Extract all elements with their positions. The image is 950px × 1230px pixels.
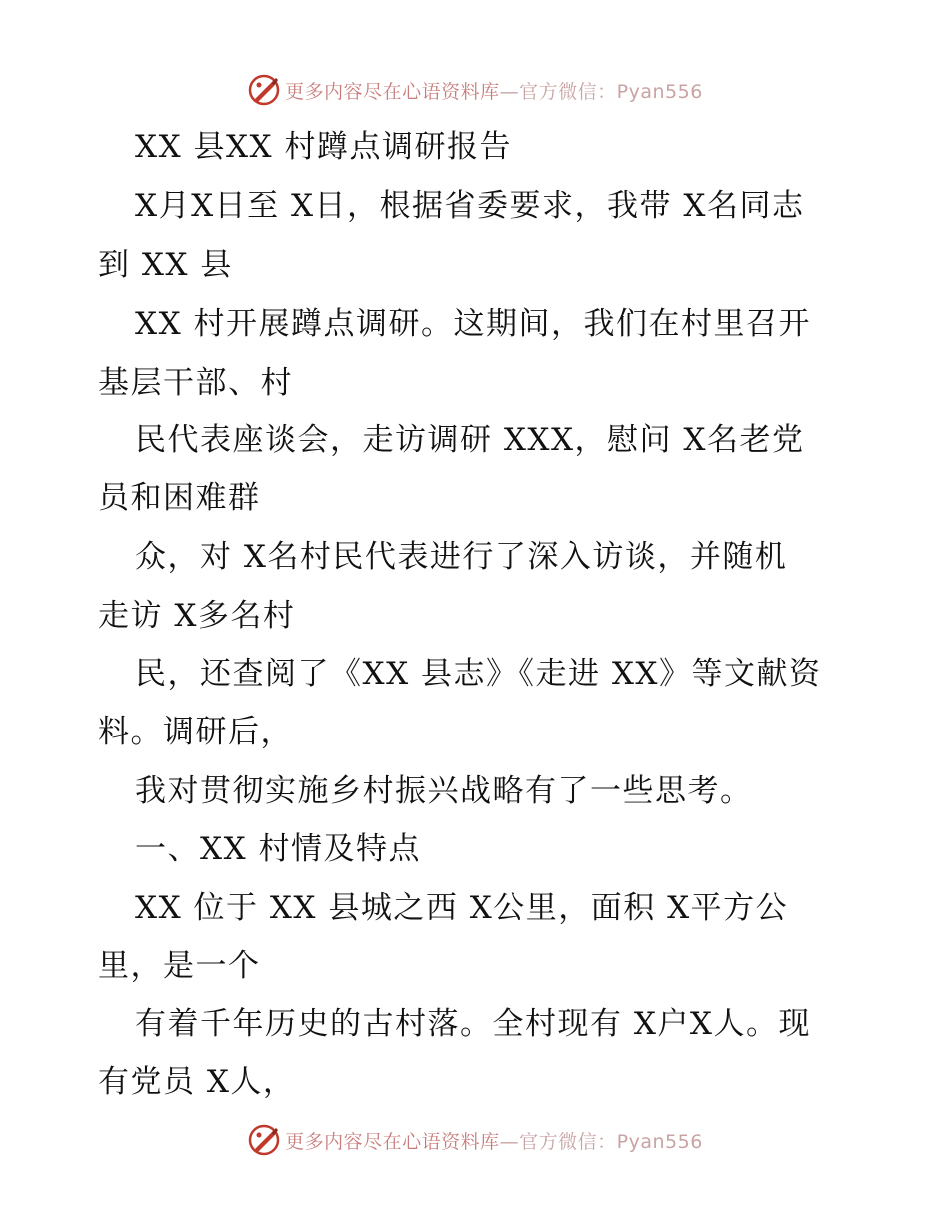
text-line: 众，对 X名村民代表进行了深入访谈，并随机 [135, 539, 788, 575]
text-line: 料。调研后， [98, 714, 293, 750]
watermark-text [285, 1127, 703, 1154]
text-line: 有党员 X人， [98, 1064, 296, 1100]
section-heading: 一、XX 村情及特点 [135, 831, 421, 867]
brand-text: 更多内容尽在心语资料库 [285, 1130, 500, 1153]
text-line: 到 XX 县 [98, 247, 233, 283]
text-line: 民，还查阅了《XX 县志》《走进 XX》等文献资 [135, 656, 822, 692]
text-line: 走访 X多名村 [98, 598, 296, 634]
text-line: 里，是一个 [98, 948, 261, 984]
contact-text: 官方微信：Pyan556 [519, 1130, 703, 1153]
text-line: 我对贯彻实施乡村振兴战略有了一些思考。 [135, 773, 753, 809]
separator: — [499, 1130, 520, 1153]
contact-text: 官方微信：Pyan556 [519, 80, 703, 103]
pen-quill-logo [247, 1123, 281, 1157]
separator: — [499, 80, 520, 103]
text-line: XX 村开展蹲点调研。这期间，我们在村里召开 [135, 306, 811, 342]
text-line: 有着千年历史的古村落。全村现有 X户X人。现 [135, 1006, 811, 1042]
text-line: XX 位于 XX 县城之西 X公里，面积 X平方公 [135, 890, 789, 926]
watermark-footer [0, 1120, 950, 1160]
text-line: X月X日至 X日，根据省委要求，我带 X名同志 [135, 188, 805, 224]
brand-text: 更多内容尽在心语资料库 [285, 80, 500, 103]
document-title: XX 县XX 村蹲点调研报告 [135, 129, 512, 165]
text-line: 基层干部、村 [98, 365, 293, 401]
text-line: 员和困难群 [98, 480, 261, 516]
text-line: 民代表座谈会，走访调研 XXX，慰问 X名老党 [135, 422, 805, 458]
